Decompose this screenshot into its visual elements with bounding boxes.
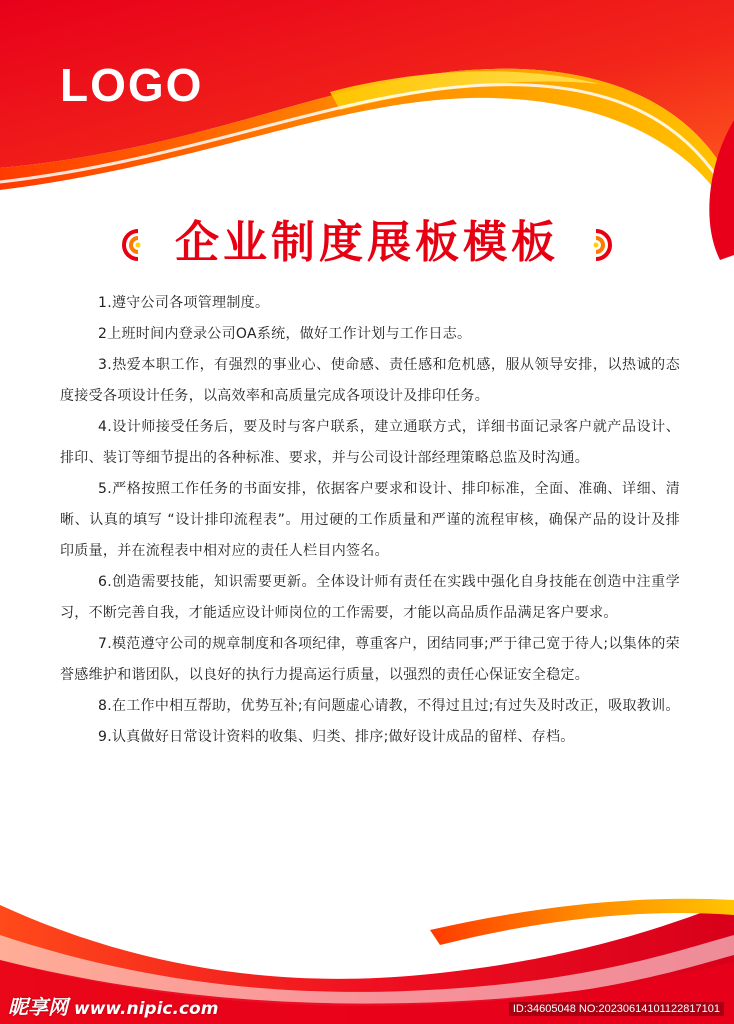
page-title: 企业制度展板模板 — [175, 217, 559, 268]
right-arc-decoration-icon — [592, 228, 626, 262]
title-row — [0, 212, 734, 274]
watermark-id: ID:34605048 NO:20230614101122817101 — [509, 1002, 724, 1016]
rule-item: 6.创造需要技能，知识需要更新。全体设计师有责任在实践中强化自身技能在创造中注重学习，不断完善自我，才能适应设计师岗位的工作需要，才能以高品质作品满足客户要求。 — [60, 574, 680, 621]
rules-list — [60, 288, 680, 753]
rule-item: 1.遵守公司各项管理制度。 — [98, 295, 270, 311]
watermark-bar — [0, 994, 734, 1024]
watermark-url: www.nipic.com — [74, 999, 219, 1019]
watermark-brand-text: 昵享网 — [8, 995, 68, 1019]
rule-item: 5.严格按照工作任务的书面安排，依据客户要求和设计、排印标准，全面、准确、详细、清晰、认真的填写 “设计排印流程表”。用过硬的工作质量和严谨的流程审核，确保产品的设计及排印质量，并在流程表中相对应的责任人栏目内签名。 — [60, 481, 680, 559]
rule-item: 7.模范遵守公司的规章制度和各项纪律，尊重客户，团结同事;严于律己宽于待人;以集体的荣誉感维护和谐团队，以良好的执行力提高运行质量，以强烈的责任心保证安全稳定。 — [60, 636, 680, 683]
rule-item: 2上班时间内登录公司OA系统，做好工作计划与工作日志。 — [98, 326, 472, 342]
rule-item: 3.热爱本职工作，有强烈的事业心、使命感、责任感和危机感，服从领导安排，以热诚的态度接受各项设计任务，以高效率和高质量完成各项设计及排印任务。 — [60, 357, 680, 404]
logo: LOGO — [60, 59, 204, 111]
rule-item: 9.认真做好日常设计资料的收集、归类、排序;做好设计成品的留样、存档。 — [98, 729, 575, 745]
rule-item: 8.在工作中相互帮助，优势互补;有问题虚心请教，不得过且过;有过失及时改正，吸取教训。 — [98, 698, 680, 714]
rule-item: 4.设计师接受任务后，要及时与客户联系，建立通联方式，详细书面记录客户就产品设计、排印、装订等细节提出的各种标准、要求，并与公司设计部经理策略总监及时沟通。 — [60, 419, 680, 466]
watermark-brand — [8, 991, 218, 1020]
